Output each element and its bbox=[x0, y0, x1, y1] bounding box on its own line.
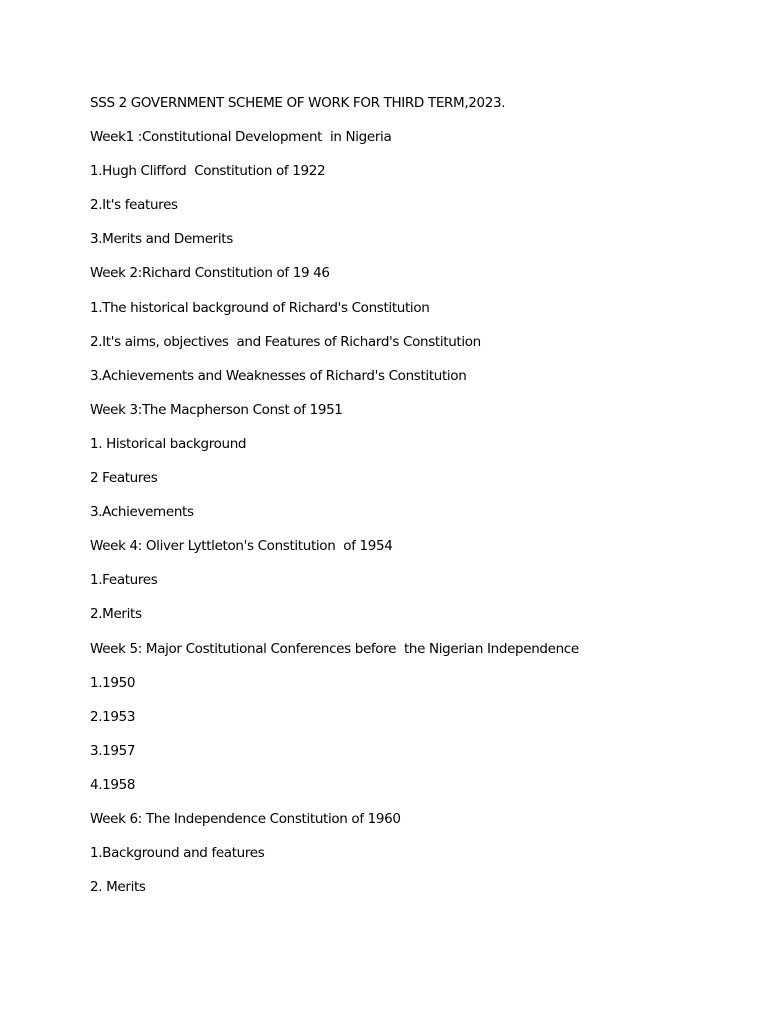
list-item: 2 Features bbox=[90, 470, 158, 487]
list-item: 1. Historical background bbox=[90, 435, 247, 452]
week-1-heading: Week1 :Constitutional Development in Nigeria bbox=[90, 129, 392, 146]
week-6-heading: Week 6: The Independence Constitution of 1960 bbox=[90, 810, 401, 827]
list-item: 1.Features bbox=[90, 572, 158, 589]
list-item: 2.It's features bbox=[90, 197, 178, 214]
list-item: 1.The historical background of Richard's Constitution bbox=[90, 299, 430, 316]
document-title: SSS 2 GOVERNMENT SCHEME OF WORK FOR THIRD TERM,2023. bbox=[90, 95, 506, 111]
list-item: 2. Merits bbox=[90, 879, 146, 896]
list-item: 3.Achievements and Weaknesses of Richard's Constitution bbox=[90, 367, 467, 384]
list-item: 1.Hugh Clifford Constitution of 1922 bbox=[90, 163, 326, 180]
list-item: 3.Achievements bbox=[90, 504, 194, 521]
list-item: 2.1953 bbox=[90, 708, 136, 725]
week-5-heading: Week 5: Major Costitutional Conferences before the Nigerian Independence bbox=[90, 640, 579, 657]
week-2-heading: Week 2:Richard Constitution of 19 46 bbox=[90, 265, 330, 282]
list-item: 2.It's aims, objectives and Features of Richard's Constitution bbox=[90, 333, 481, 350]
document-body bbox=[90, 94, 730, 912]
week-3-heading: Week 3:The Macpherson Const of 1951 bbox=[90, 401, 343, 418]
week-4-heading: Week 4: Oliver Lyttleton's Constitution of 1954 bbox=[90, 538, 393, 555]
list-item: 3.Merits and Demerits bbox=[90, 231, 233, 248]
list-item: 4.1958 bbox=[90, 776, 136, 793]
list-item: 3.1957 bbox=[90, 742, 136, 759]
list-item: 1.1950 bbox=[90, 674, 136, 691]
list-item: 2.Merits bbox=[90, 606, 142, 623]
list-item: 1.Background and features bbox=[90, 845, 265, 862]
